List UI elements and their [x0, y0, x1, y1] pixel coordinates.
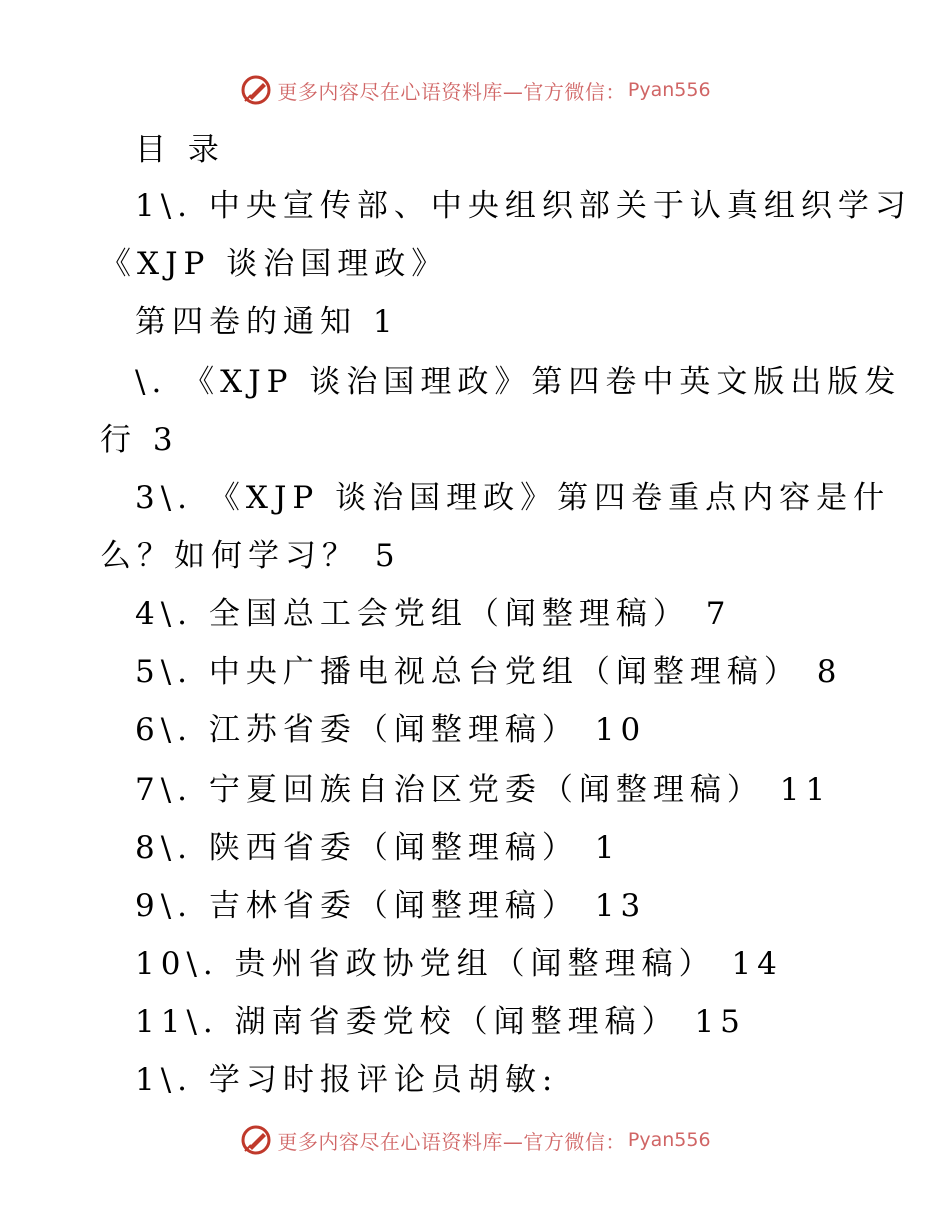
toc-line: 3\. 《XJP 谈治国理政》第四卷重点内容是什	[135, 480, 891, 516]
watermark-id: Pyan556	[627, 1129, 711, 1151]
toc-line: 1\. 中央宣传部、中央组织部关于认真组织学习	[135, 188, 912, 224]
toc-line: 《XJP 谈治国理政》	[100, 246, 449, 282]
toc-line: 6\. 江苏省委（闻整理稿） 10	[135, 712, 647, 748]
toc-line: 11\. 湖南省委党校（闻整理稿） 15	[135, 1004, 746, 1040]
quill-logo-icon	[239, 1123, 273, 1157]
toc-line: 5\. 中央广播电视总台党组（闻整理稿） 8	[135, 654, 843, 690]
toc-line: 么？如何学习？ 5	[100, 538, 401, 574]
footer-watermark	[0, 1120, 950, 1160]
toc-line: \. 《XJP 谈治国理政》第四卷中英文版出版发	[135, 364, 902, 400]
watermark-text: 更多内容尽在心语资料库—官方微信：	[277, 79, 626, 104]
toc-line: 行 3	[100, 422, 179, 458]
watermark-text: 更多内容尽在心语资料库—官方微信：	[277, 1129, 626, 1154]
toc-line: 9\. 吉林省委（闻整理稿） 13	[135, 888, 647, 924]
watermark-id: Pyan556	[627, 79, 711, 101]
toc-line: 1\. 学习时报评论员胡敏:	[135, 1062, 559, 1098]
toc-line: 7\. 宁夏回族自治区党委（闻整理稿） 11	[135, 772, 832, 808]
toc-heading: 目 录	[135, 132, 225, 168]
toc-line: 8\. 陕西省委（闻整理稿） 1	[135, 830, 621, 866]
quill-logo-icon	[239, 73, 273, 107]
toc-line: 第四卷的通知 1	[135, 304, 399, 340]
toc-line: 10\. 贵州省政协党组（闻整理稿） 14	[135, 946, 783, 982]
header-watermark	[0, 70, 950, 110]
toc-line: 4\. 全国总工会党组（闻整理稿） 7	[135, 596, 732, 632]
